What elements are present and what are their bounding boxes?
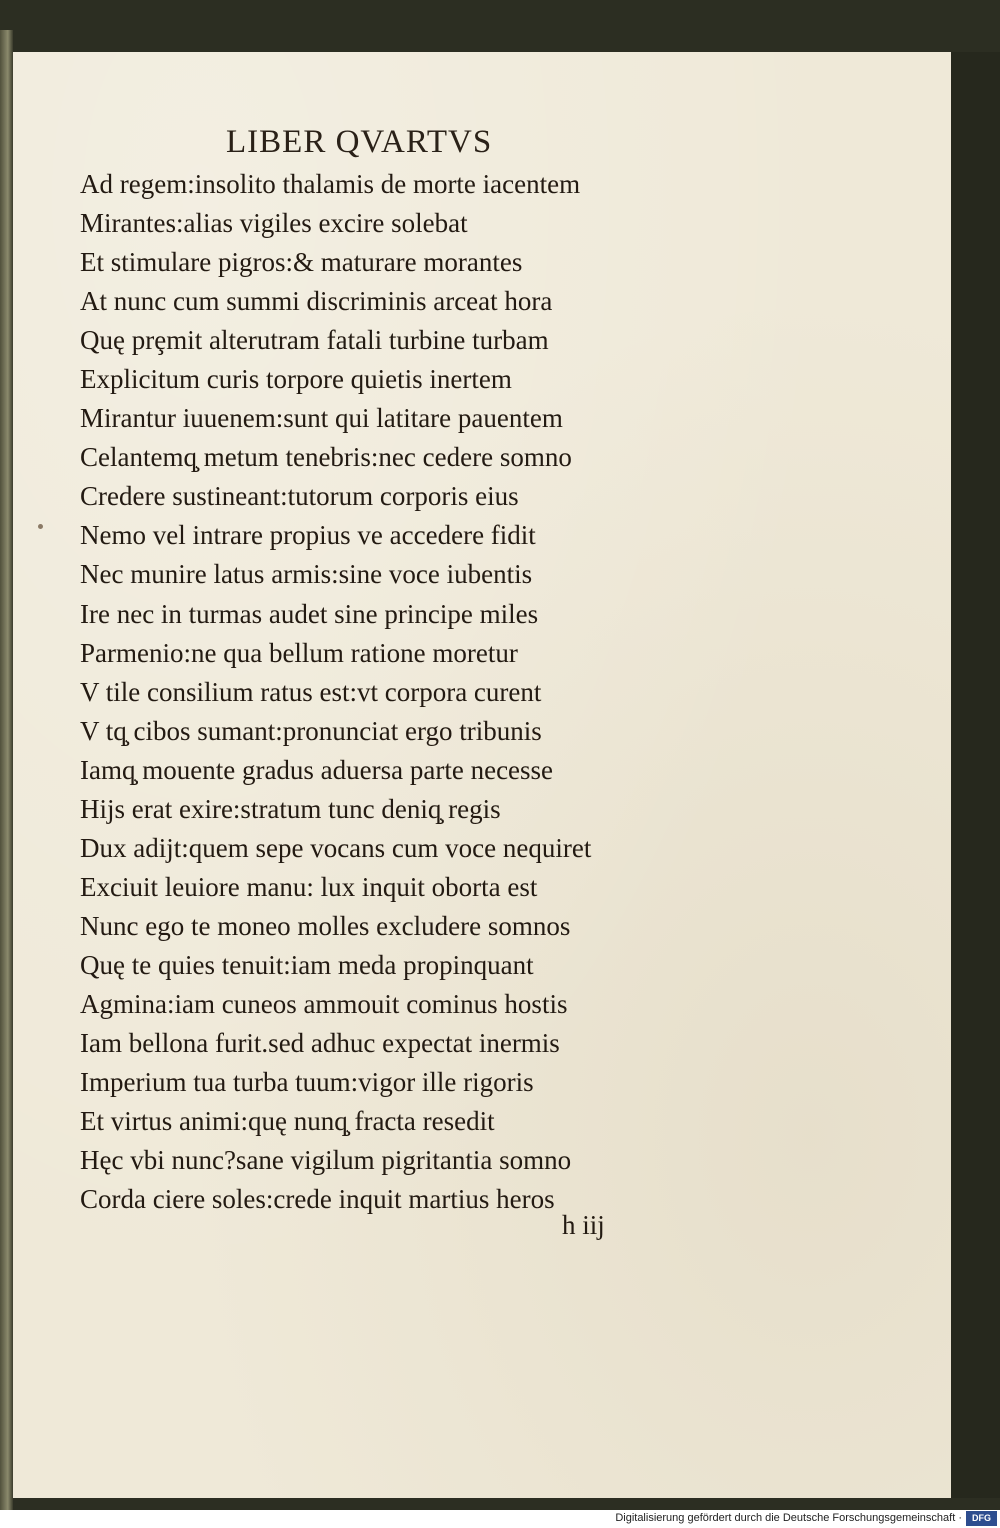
verse-line: Mirantur iuuenem:sunt qui latitare pauentem — [80, 403, 563, 434]
dfg-logo: DFG — [966, 1511, 997, 1526]
verse-line: Iam bellona furit.sed adhuc expectat inermis — [80, 1028, 560, 1059]
margin-dot — [38, 524, 43, 529]
verse-line: Imperium tua turba tuum:vigor ille rigoris — [80, 1067, 534, 1098]
verse-line: Ire nec in turmas audet sine principe miles — [80, 598, 539, 629]
book-fore-edge — [951, 52, 1000, 1498]
verse-line: Dux adijt:quem sepe vocans cum voce nequiret — [80, 832, 592, 863]
verse-line: Agmina:iam cuneos ammouit cominus hostis — [80, 988, 568, 1019]
verse-line: Nec munire latus armis:sine voce iubentis — [80, 559, 533, 590]
verse-line: Corda ciere soles:crede inquit martius heros — [80, 1184, 555, 1215]
verse-line: V tq̧ cibos sumant:pronunciat ergo tribunis — [80, 715, 542, 746]
verse-line: Explicitum curis torpore quietis inertem — [80, 364, 512, 395]
verse-line: Parmenio:ne qua bellum ratione moretur — [80, 637, 518, 668]
verse-line: Ad regem:insolito thalamis de morte iacentem — [80, 169, 581, 199]
verse-line: Credere sustineant:tutorum corporis eius — [80, 481, 519, 512]
verse-line: Quę prȩmit alterutram fatali turbine turbam — [80, 325, 549, 356]
verse-line: Hijs erat exire:stratum tunc deniq̧ regis — [80, 793, 501, 824]
verse-line: Et stimulare pigros:& maturare morantes — [80, 247, 523, 278]
verse-line: Et virtus animi:quę nunq̧ fracta resedit — [80, 1106, 495, 1137]
verse-line: Exciuit leuiore manu: lux inquit oborta est — [80, 871, 538, 902]
verse-line: Iamq̧ mouente gradus aduersa parte necesse — [80, 754, 554, 785]
verse-line: Hęc vbi nunc?sane vigilum pigritantia somno — [80, 1145, 572, 1176]
footer-bar — [0, 1510, 1000, 1528]
verse-line: Mirantes:alias vigiles excire solebat — [80, 208, 468, 239]
funding-credit: Digitalisierung gefördert durch die Deutsche Forschungsgemeinschaft · — [615, 1512, 962, 1524]
page-header: LIBER QVARTVS — [226, 124, 493, 160]
signature-mark: h iij — [562, 1210, 605, 1240]
verse-line: Quę te quies tenuit:iam meda propinquant — [80, 949, 534, 980]
book-spine-edge — [0, 30, 13, 1510]
verse-line: V tile consilium ratus est:vt corpora curent — [80, 676, 542, 707]
verse-line: At nunc cum summi discriminis arceat hora — [80, 286, 553, 317]
verse-line: Nemo vel intrare propius ve accedere fidit — [80, 520, 536, 551]
verse-line: Celantemq̧ metum tenebris:nec cedere somno — [80, 442, 572, 473]
verse-text-block — [80, 165, 591, 1219]
verse-line: Nunc ego te moneo molles excludere somnos — [80, 910, 571, 941]
